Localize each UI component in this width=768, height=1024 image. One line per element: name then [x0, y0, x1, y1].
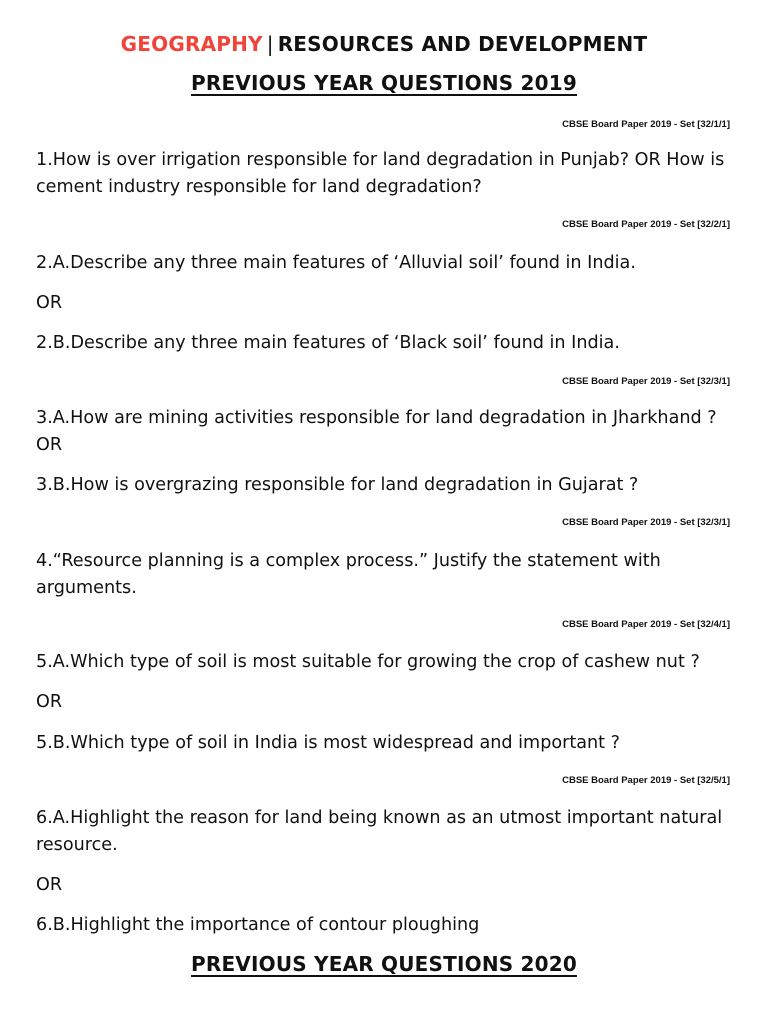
- question-2b: 2.B.Describe any three main features of ‘Black soil’ found in India.: [36, 333, 620, 353]
- section-heading-2020: [0, 952, 768, 976]
- or-separator: OR: [36, 875, 63, 895]
- section-heading-2019-text: PREVIOUS YEAR QUESTIONS 2019: [190, 71, 577, 95]
- document-title: [0, 32, 768, 56]
- chapter-label: RESOURCES AND DEVELOPMENT: [277, 32, 648, 56]
- subject-label: GEOGRAPHY: [120, 32, 263, 56]
- question-4: 4.“Resource planning is a complex process.” Justify the statement with arguments.: [36, 551, 661, 598]
- section-heading-2019: [0, 71, 768, 95]
- or-separator: OR: [36, 692, 63, 712]
- question-6a: 6.A.Highlight the reason for land being known as an utmost important natural resource.: [36, 808, 723, 855]
- question-1: 1.How is over irrigation responsible for land degradation in Punjab? OR How is cement industry responsible for land degradation?: [36, 150, 725, 197]
- question-2a: 2.A.Describe any three main features of ‘Alluvial soil’ found in India.: [36, 253, 636, 273]
- question-source: CBSE Board Paper 2019 - Set [32/3/1]: [562, 517, 730, 528]
- question-source: CBSE Board Paper 2019 - Set [32/5/1]: [562, 775, 730, 786]
- question-5a: 5.A.Which type of soil is most suitable for growing the crop of cashew nut ?: [36, 652, 700, 672]
- section-heading-2020-text: PREVIOUS YEAR QUESTIONS 2020: [190, 952, 577, 976]
- question-5b: 5.B.Which type of soil in India is most widespread and important ?: [36, 733, 621, 753]
- question-3a: 3.A.How are mining activities responsible for land degradation in Jharkhand ? OR: [36, 408, 717, 455]
- question-6b: 6.B.Highlight the importance of contour ploughing: [36, 915, 480, 935]
- or-separator: OR: [36, 293, 63, 313]
- question-source: CBSE Board Paper 2019 - Set [32/3/1]: [562, 376, 730, 387]
- question-source: CBSE Board Paper 2019 - Set [32/1/1]: [562, 119, 730, 130]
- question-source: CBSE Board Paper 2019 - Set [32/4/1]: [562, 619, 730, 630]
- question-3b: 3.B.How is overgrazing responsible for land degradation in Gujarat ?: [36, 475, 639, 495]
- question-source: CBSE Board Paper 2019 - Set [32/2/1]: [562, 219, 730, 230]
- title-separator: |: [266, 32, 274, 56]
